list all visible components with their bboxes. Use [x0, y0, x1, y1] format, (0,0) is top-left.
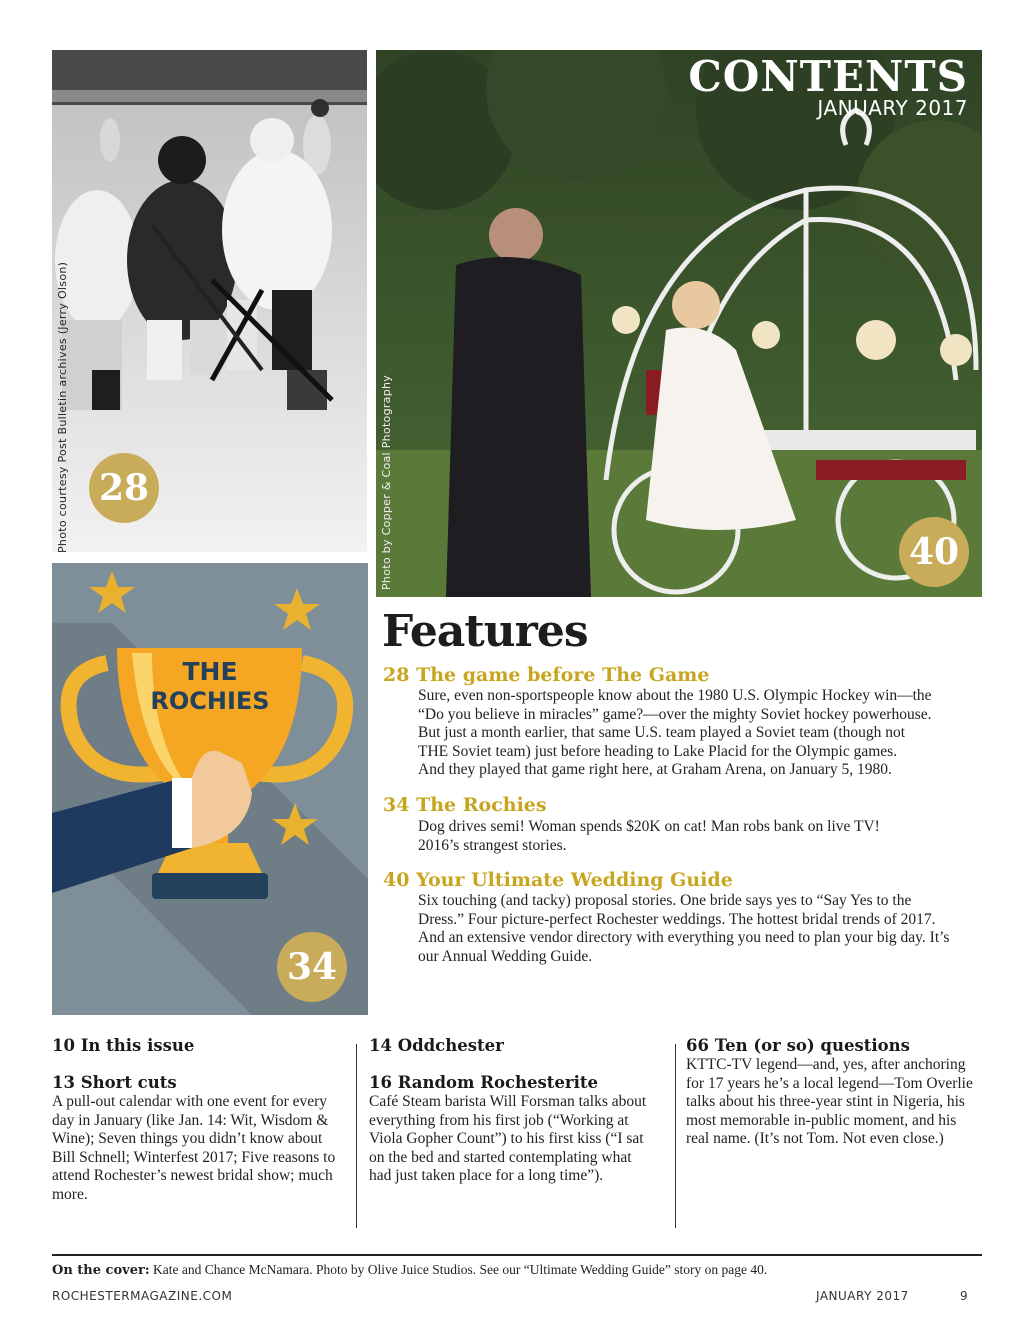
trophy-label-rochies: ROCHIES [150, 687, 270, 715]
feature-body-game: Sure, even non-sportspeople know about the 1980 U.S. Olympic Hockey win—the “Do you believe in miracles” game?—over the mighty Soviet hockey powerhouse. But just a month earlier, that same U.S. team played a Soviet team (though not THE Soviet team) just before heading to Lake Placid for the Olympic games. And they played that game right here, at Graham Arena, on January 5, 1980. [418, 687, 932, 779]
cover-note-text: Kate and Chance McNamara. Photo by Olive Juice Studios. See our “Ultimate Wedding Guide” story on page 40. [149, 1262, 768, 1277]
department-heading[interactable]: 10 In this issue [52, 1036, 195, 1055]
footer-page-number: 9 [960, 1289, 969, 1303]
department-body-line: more. [52, 1185, 88, 1203]
footer-issue: JANUARY 2017 [816, 1289, 909, 1303]
wedding-illustration [376, 50, 982, 597]
department-column-2 [369, 1036, 665, 1186]
department-body-line: attend Rochester’s newest bridal show; much [52, 1167, 333, 1185]
issue-date: JANUARY 2017 [817, 96, 968, 120]
star-icon [274, 588, 320, 630]
star-icon [89, 571, 135, 613]
page-badge-40[interactable]: 40 [899, 517, 969, 587]
department-body-line: Viola Gopher Count”) to his first kiss (“I sat [369, 1130, 644, 1148]
contents-title: CONTENTS [688, 52, 968, 101]
trophy-label-the: THE [182, 657, 238, 686]
hockey-photo-credit: Photo courtesy Post Bulletin archives (Jerry Olson) [56, 261, 69, 553]
column-divider [675, 1044, 676, 1228]
page-badge-28[interactable]: 28 [89, 453, 159, 523]
department-body-line: on the bed and started contemplating what [369, 1148, 632, 1166]
department-body-line: Bill Schnell; Winterfest 2017; Five reasons to [52, 1148, 336, 1166]
wedding-photo-credit: Photo by Copper & Coal Photography [380, 374, 393, 590]
department-body-line: talks about his three-year stint in Nigeria, his [686, 1093, 965, 1111]
features-heading: Features [382, 606, 588, 657]
department-body-line: real name. (It’s not Tom. Not even close.) [686, 1130, 944, 1148]
feature-title-game[interactable]: 28 The game before The Game [383, 664, 710, 686]
department-column-3 [686, 1036, 982, 1149]
feature-body-rochies: Dog drives semi! Woman spends $20K on cat! Man robs bank on live TV! 2016’s strangest stories. [418, 818, 880, 854]
department-heading[interactable]: 13 Short cuts [52, 1073, 177, 1092]
wedding-hero-photo [376, 50, 982, 597]
page-badge-34[interactable]: 34 [277, 932, 347, 1002]
cover-note-label: On the cover: [52, 1263, 150, 1278]
rochies-illustration [52, 563, 368, 1015]
cover-note [52, 1262, 767, 1278]
department-body-line: had just taken place for a long time”). [369, 1167, 604, 1185]
department-column-1 [52, 1036, 348, 1205]
feature-body-wedding: Six touching (and tacky) proposal stories. One bride says yes to “Say Yes to the Dress.” Four picture-perfect Rochester weddings. The hottest bridal trends of 2017. And an extensive vendor directory with everything you need to plan your big day. It’s our Annual Wedding Guide. [418, 892, 950, 965]
department-body-line: for 17 years he’s a local legend—Tom Overlie [686, 1074, 973, 1092]
department-heading[interactable]: 16 Random Rochesterite [369, 1073, 598, 1092]
hockey-photo [52, 50, 367, 552]
department-body-line: Wine); Seven things you didn’t know about [52, 1130, 323, 1148]
footer-rule [52, 1254, 982, 1256]
department-body-line: KTTC-TV legend—and, yes, after anchoring [686, 1056, 966, 1073]
department-body-line: Café Steam barista Will Forsman talks about [369, 1093, 647, 1110]
department-body-line: most memorable in-public moment, and his [686, 1111, 957, 1129]
department-body-line: everything from his first job (“Working at [369, 1111, 629, 1129]
feature-title-rochies[interactable]: 34 The Rochies [383, 794, 547, 816]
department-heading[interactable]: 66 Ten (or so) questions [686, 1036, 910, 1055]
feature-title-wedding[interactable]: 40 Your Ultimate Wedding Guide [383, 869, 733, 891]
department-body-line: day in January (like Jan. 14: Wit, Wisdom & [52, 1111, 329, 1129]
department-body-line: A pull-out calendar with one event for every [52, 1093, 328, 1110]
column-divider [356, 1044, 357, 1228]
footer-website[interactable]: ROCHESTERMAGAZINE.COM [52, 1289, 233, 1303]
department-heading[interactable]: 14 Oddchester [369, 1036, 504, 1055]
